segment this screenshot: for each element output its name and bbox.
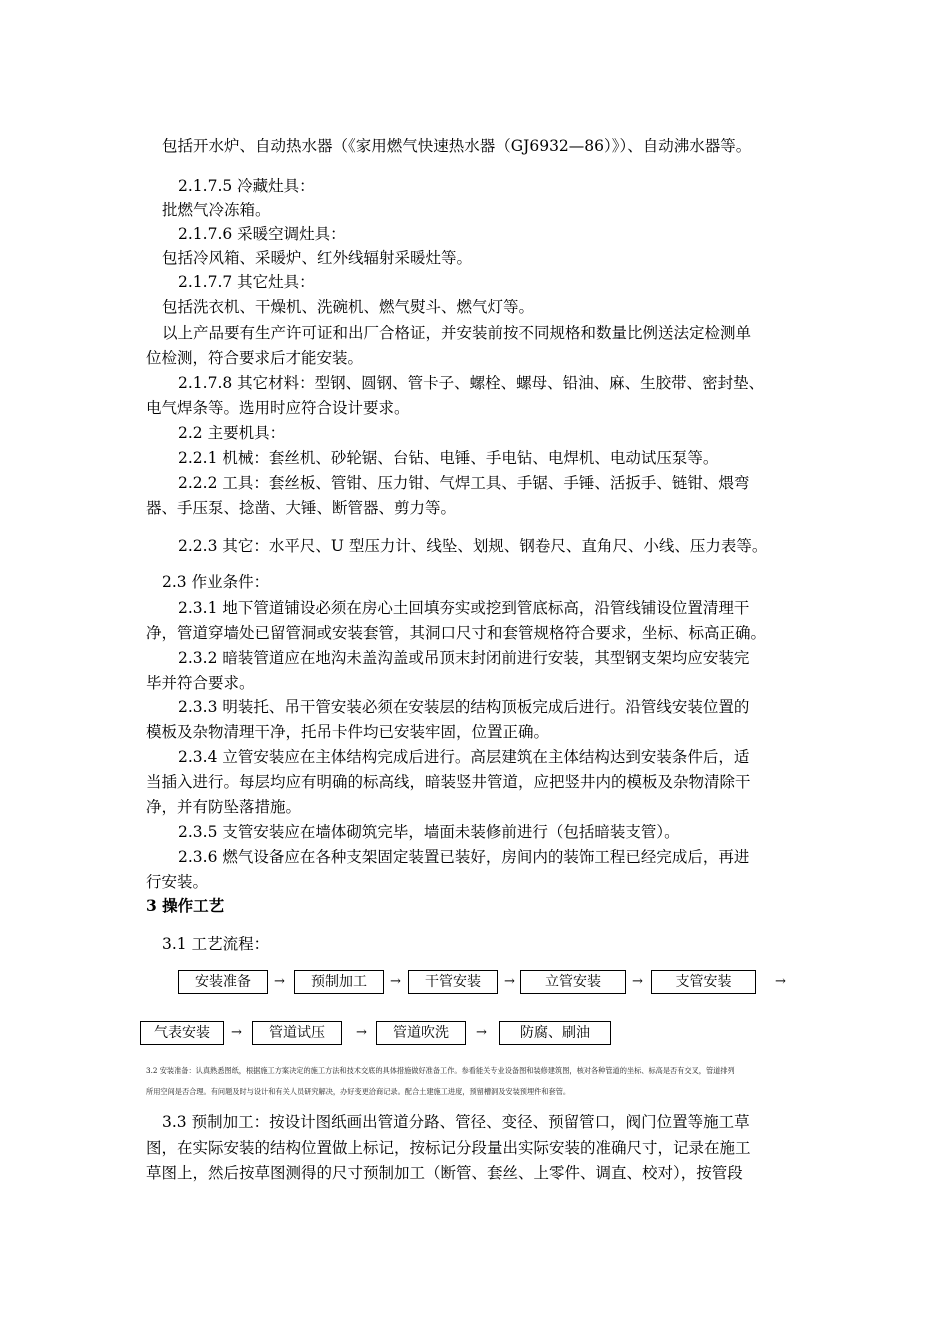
arrow-right-icon: → xyxy=(476,1025,487,1040)
flow-step: 立管安装 xyxy=(520,970,626,994)
text-line: 电气焊条等。选用时应符合设计要求。 xyxy=(146,399,410,417)
text-line: 批燃气冷冻箱。 xyxy=(162,201,271,219)
text-line: 草图上，然后按草图测得的尺寸预制加工（断管、套丝、上零件、调直、校对），按管段 xyxy=(146,1164,743,1182)
text-line: 2.1.7.8 其它材料：型钢、圆钢、管卡子、螺栓、螺母、铅油、麻、生胶带、密封垫、 xyxy=(178,374,765,392)
flow-step: 预制加工 xyxy=(294,970,384,994)
text-line: 净，并有防坠落措施。 xyxy=(146,798,302,816)
arrow-right-icon: → xyxy=(274,974,285,989)
flow-step: 防腐、刷油 xyxy=(499,1021,611,1045)
arrow-right-icon: → xyxy=(775,974,786,989)
section-heading: 3.1 工艺流程： xyxy=(162,935,270,953)
text-line: 位检测，符合要求后才能安装。 xyxy=(146,349,364,367)
arrow-right-icon: → xyxy=(632,974,643,989)
small-note-line: 3.2 安装准备：认真熟悉图纸，根据施工方案决定的施工方法和技术交底的具体措施做好准备工作。参看能关专业设备图和装修建筑图，核对各种管道的坐标、标高是否有交叉，管道排列 xyxy=(146,1066,735,1075)
text-line: 2.3.1 地下管道铺设必须在房心土回填夯实或挖到管底标高，沿管线铺设位置清理干 xyxy=(178,599,750,617)
text-line: 图，在实际安装的结构位置做上标记，按标记分段量出实际安装的准确尺寸，记录在施工 xyxy=(146,1139,751,1157)
flow-step: 支管安装 xyxy=(651,970,756,994)
text-line: 器、手压泵、捻凿、大锤、断管器、剪力等。 xyxy=(146,499,457,517)
arrow-right-icon: → xyxy=(504,974,515,989)
text-line: 2.3.3 明装托、吊干管安装必须在安装层的结构顶板完成后进行。沿管线安装位置的 xyxy=(178,698,750,716)
text-line: 毕并符合要求。 xyxy=(146,674,255,692)
flow-step: 管道吹洗 xyxy=(376,1021,466,1045)
text-line: 2.3.2 暗装管道应在地沟未盖沟盖或吊顶末封闭前进行安装，其型钢支架均应安装完 xyxy=(178,649,750,667)
flow-step: 安装准备 xyxy=(178,970,268,994)
text-line: 包括开水炉、自动热水器（《家用燃气快速热水器（GJ6932—86）》）、自动沸水器等。 xyxy=(162,137,752,155)
flow-step: 干管安装 xyxy=(408,970,498,994)
flow-step: 管道试压 xyxy=(252,1021,342,1045)
section-heading: 2.1.7.6 采暖空调灶具： xyxy=(178,225,346,243)
arrow-right-icon: → xyxy=(231,1025,242,1040)
arrow-right-icon: → xyxy=(356,1025,367,1040)
text-line: 净，管道穿墙处已留管洞或安装套管，其洞口尺寸和套管规格符合要求，坐标、标高正确。 xyxy=(146,624,767,642)
small-note-line: 所用空间是否合理。有问题及时与设计和有关人员研究解决，办好变更洽商记录。配合土建施工进度，预留槽洞及安装预埋件和套管。 xyxy=(146,1087,571,1096)
text-line: 2.2.3 其它：水平尺、U 型压力计、线坠、划规、钢卷尺、直角尺、小线、压力表等。 xyxy=(178,537,768,555)
text-line: 2.3.4 立管安装应在主体结构完成后进行。高层建筑在主体结构达到安装条件后，适 xyxy=(178,748,750,766)
arrow-right-icon: → xyxy=(390,974,401,989)
text-line: 以上产品要有生产许可证和出厂合格证，并安装前按不同规格和数量比例送法定检测单 xyxy=(162,324,752,342)
text-line: 2.2.1 机械：套丝机、砂轮锯、台钻、电锤、手电钻、电焊机、电动试压泵等。 xyxy=(178,449,719,467)
text-line: 3.3 预制加工：按设计图纸画出管道分路、管径、变径、预留管口，阀门位置等施工草 xyxy=(162,1113,750,1131)
text-line: 当插入进行。每层均应有明确的标高线，暗装竖井管道，应把竖井内的模板及杂物清除干 xyxy=(146,773,751,791)
text-line: 2.3.5 支管安装应在墙体砌筑完毕，墙面未装修前进行（包括暗装支管）。 xyxy=(178,823,680,841)
text-line: 包括冷风箱、采暖炉、红外线辐射采暖灶等。 xyxy=(162,249,473,267)
text-line: 2.2.2 工具：套丝板、管钳、压力钳、气焊工具、手锯、手锤、活扳手、链钳、煨弯 xyxy=(178,474,750,492)
text-line: 包括洗衣机、干燥机、洗碗机、燃气熨斗、燃气灯等。 xyxy=(162,298,535,316)
flow-step: 气表安装 xyxy=(140,1021,224,1045)
text-line: 2.3.6 燃气设备应在各种支架固定装置已装好，房间内的装饰工程已经完成后，再进 xyxy=(178,848,750,866)
chapter-heading: 3 操作工艺 xyxy=(146,896,225,915)
section-heading: 2.1.7.7 其它灶具： xyxy=(178,273,315,291)
text-line: 行安装。 xyxy=(146,873,209,891)
text-line: 模板及杂物清理干净，托吊卡件均已安装牢固，位置正确。 xyxy=(146,723,550,741)
section-heading: 2.3 作业条件： xyxy=(162,573,270,591)
section-heading: 2.1.7.5 冷藏灶具： xyxy=(178,177,315,195)
section-heading: 2.2 主要机具： xyxy=(178,424,286,442)
